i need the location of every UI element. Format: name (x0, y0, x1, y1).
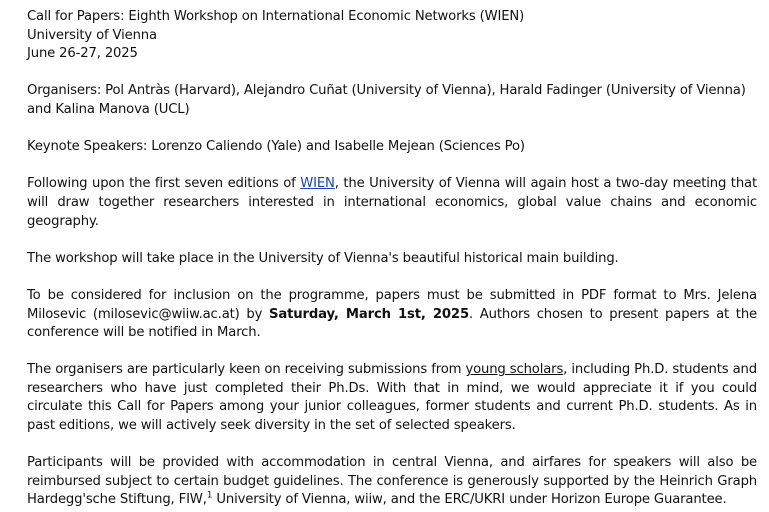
funding-paragraph (27, 454, 757, 510)
submission-paragraph (27, 287, 757, 343)
keynote-paragraph: Keynote Speakers: Lorenzo Caliendo (Yale) and Isabelle Mejean (Sciences Po) (27, 139, 525, 155)
funding-text-after: University of Vienna, wiiw, and the ERC/UKRI under Horizon Europe Guarantee. (212, 492, 727, 508)
funding-text-before: Participants will be provided with accommodation in central Vienna, and airfares for speakers will also be reimbursed subject to certain budget guidelines. The conference is generously supported by the Heinrich Graph Hardegg'sche Stiftung, FIW, (27, 455, 757, 508)
intro-paragraph (27, 175, 757, 231)
call-for-papers-document (27, 8, 757, 510)
scholars-text-after: , including Ph.D. students and researchers who have just completed their Ph.Ds. With that in mind, we would appreciate it if you could circulate this Call for Papers among your junior colleagues, former students and current Ph.D. students. As in past editions, we will actively seek diversity in the set of selected speakers. (27, 362, 757, 434)
document-title: Call for Papers: Eighth Workshop on International Economic Networks (WIEN) (27, 9, 525, 24)
spacer (27, 231, 757, 250)
spacer (27, 268, 757, 287)
dates-line: June 26-27, 2025 (27, 46, 138, 62)
scholars-text-before: The organisers are particularly keen on receiving submissions from (27, 362, 466, 378)
young-scholars-link[interactable]: young scholars (465, 362, 564, 378)
wien-link[interactable]: WIEN (300, 176, 335, 192)
venue-line: University of Vienna (27, 27, 157, 43)
spacer (27, 157, 757, 176)
submission-text-before: To be considered for inclusion on the programme, papers must be submitted in PDF format to Mrs. Jelena Milosevic (milosevic@wiiw.ac.at) by (27, 287, 757, 322)
intro-text-before: Following upon the first seven editions of (27, 176, 301, 192)
location-paragraph: The workshop will take place in the University of Vienna's beautiful historical main building. (27, 250, 619, 266)
deadline-comma: , (333, 306, 346, 322)
submission-text-after: . Authors chosen to present papers at the conference will be notified in March. (27, 306, 757, 341)
spacer (27, 120, 757, 139)
spacer (27, 343, 757, 362)
spacer (27, 436, 757, 455)
spacer (27, 64, 757, 83)
young-scholars-paragraph (27, 361, 757, 435)
intro-text-after: , the University of Vienna will again host a two-day meeting that will draw together researchers interested in international economics, global value chains and economic geography. (27, 176, 757, 229)
deadline-day: Saturday (268, 306, 334, 322)
deadline-date: March 1st, 2025 (345, 306, 469, 322)
footnote-marker[interactable]: 1 (206, 491, 213, 502)
organisers-paragraph: Organisers: Pol Antràs (Harvard), Alejandro Cuñat (University of Vienna), Harald Fadinger (University of Vienna) and Kalina Manova (UCL) (27, 83, 746, 117)
